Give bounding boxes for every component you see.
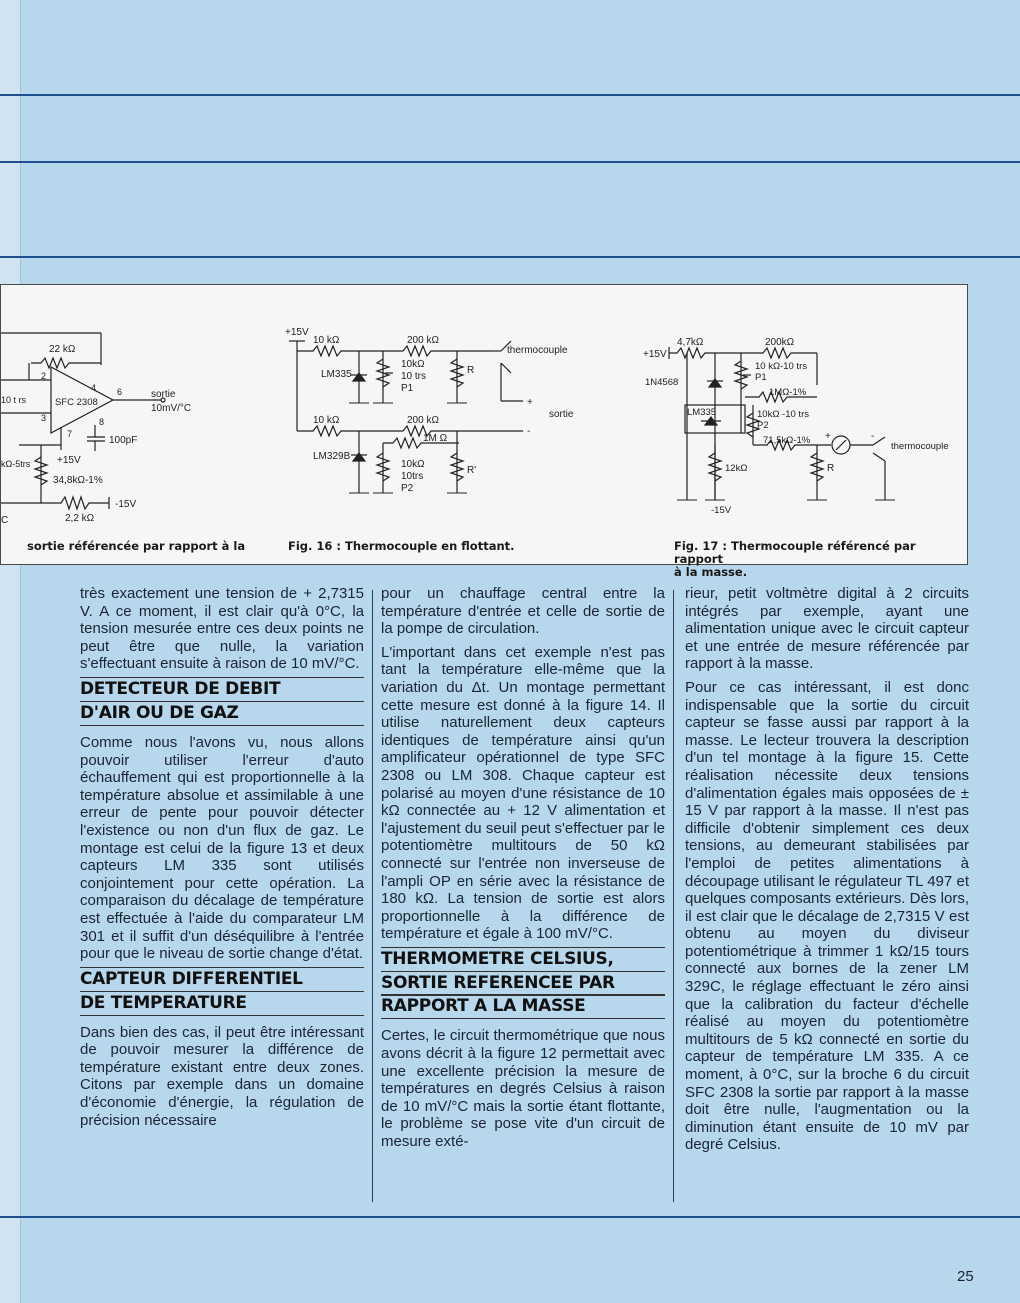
svg-text:2: 2 — [41, 371, 47, 381]
svg-text:+15V: +15V — [643, 349, 667, 360]
section-heading-celsius — [381, 947, 665, 1019]
paragraph: rieur, petit voltmètre digital à 2 circuits intégrés par exemple, ayant une alimentation unique avec le circuit capteur et une entrée de mesure référencée par rapport à la masse. — [685, 585, 969, 673]
paragraph: pour un chauffage central entre la température d'entrée et celle de sortie de la pompe de circulation. — [381, 585, 665, 638]
svg-text:100pF: 100pF — [109, 435, 138, 446]
svg-text:22 kΩ: 22 kΩ — [49, 344, 76, 355]
section-heading-differentiel — [80, 967, 364, 1016]
decorative-rule — [0, 1216, 1020, 1218]
svg-text:12kΩ: 12kΩ — [725, 463, 748, 474]
svg-text:71,5kΩ-1%: 71,5kΩ-1% — [763, 435, 811, 446]
decorative-rule — [0, 161, 1020, 163]
paragraph: Certes, le circuit thermométrique que nous avons décrit à la figure 12 permettait avec une excellente précision la mesure de températures en degrés Celsius à raison de 10 mV/°C mais la sortie étant flottante, le problème se pose vite d'un circuit de mesure exté- — [381, 1027, 665, 1150]
svg-text:6: 6 — [117, 387, 123, 397]
paragraph: très exactement une tension de + 2,7315 V. A ce moment, il est clair qu'à 0°C, la tension mesurée entre ces deux points ne peut être que nulle, la variation s'effectuant ensuite à raison de 10 mV/°C. — [80, 585, 364, 673]
svg-text:10 kΩ: 10 kΩ — [313, 335, 340, 346]
svg-text:10trs: 10trs — [401, 471, 424, 482]
svg-text:200kΩ: 200kΩ — [765, 337, 795, 348]
svg-text:P2: P2 — [401, 483, 414, 494]
svg-text:1M Ω: 1M Ω — [423, 433, 448, 444]
heading-line: THERMOMETRE CELSIUS, — [381, 947, 665, 972]
svg-text:-: - — [527, 426, 531, 437]
heading-line: RAPPORT A LA MASSE — [381, 994, 665, 1019]
svg-text:SFC 2308: SFC 2308 — [55, 397, 98, 408]
svg-text:P2: P2 — [757, 420, 769, 431]
decorative-rule — [0, 94, 1020, 96]
svg-text:+15V: +15V — [285, 327, 309, 338]
svg-text:4,7kΩ: 4,7kΩ — [677, 337, 704, 348]
svg-text:R: R — [467, 365, 475, 376]
svg-text:3: 3 — [41, 413, 47, 423]
fig17-caption-line1: Fig. 17 : Thermocouple référencé par rapport — [674, 539, 916, 566]
fig16-schematic — [283, 323, 583, 523]
svg-text:7: 7 — [67, 429, 73, 439]
svg-text:thermocouple: thermocouple — [891, 441, 949, 452]
svg-text:1N4568: 1N4568 — [645, 377, 679, 388]
figures-panel — [0, 284, 968, 579]
svg-text:LM335: LM335 — [687, 407, 717, 418]
column-divider — [372, 590, 373, 1202]
binding-gutter — [0, 0, 21, 1303]
svg-text:200 kΩ: 200 kΩ — [407, 335, 439, 346]
svg-text:+: + — [825, 431, 831, 442]
heading-line: SORTIE REFERENCEE PAR — [381, 971, 665, 996]
svg-text:thermocouple: thermocouple — [507, 345, 568, 356]
fig15-caption: sortie référencée par rapport à la — [27, 539, 246, 553]
fig17-caption-line2: à la masse. — [674, 565, 748, 579]
svg-text:LM329B: LM329B — [313, 451, 351, 462]
svg-text:2,2 kΩ: 2,2 kΩ — [65, 513, 95, 524]
svg-text:10 kΩ: 10 kΩ — [313, 415, 340, 426]
section-heading-debit — [80, 677, 364, 726]
page-number: 25 — [957, 1268, 974, 1285]
column-divider — [673, 590, 674, 1202]
text-column-3 — [685, 585, 969, 1160]
text-column-2 — [381, 585, 665, 1157]
svg-text:10kΩ: 10kΩ — [401, 459, 425, 470]
svg-text:-: - — [871, 431, 875, 442]
paragraph: Dans bien des cas, il peut être intéressant de pouvoir mesurer la différence de température existant entre deux zones. Citons par exemple dans un domaine d'économie d'énergie, la régulation de précision nécessaire — [80, 1023, 364, 1129]
svg-text:C: C — [1, 515, 9, 525]
svg-text:4: 4 — [91, 383, 97, 393]
heading-line: CAPTEUR DIFFERENTIEL — [80, 967, 364, 992]
svg-text:+: + — [527, 397, 533, 408]
paragraph: Comme nous l'avons vu, nous allons pouvoir utiliser l'erreur d'auto échauffement qui est proportionnelle à la température absolue et assimilable à une erreur de pente pour pouvoir détecter l'existence ou non d'un flux de gaz. Le montage est celui de la figure 13 et deux capteurs LM 335 sont utilisés conjointement pour cette opération. La comparaison du décalage de température est effectuée à l'aide du comparateur LM 301 et il suffit d'un déséquilibre à l'entrée pour que le niveau de sortie change d'état. — [80, 733, 364, 963]
heading-line: DE TEMPERATURE — [80, 991, 364, 1016]
paragraph: L'important dans cet exemple n'est pas tant la température elle-même que la variation du Δt. Un montage permettant cette mesure est donné à la figure 14. Il utilise naturellement deux capteurs identiques de température ainsi qu'un amplificateur opérationnel de type SFC 2308 ou LM 308. Chaque capteur est polarisé au moyen d'une résistance de 10 kΩ connectée au + 12 V alimentation et l'ajustement du seuil peut s'effectuer par le potentiomètre multitours de 50 kΩ connecté sur l'entrée non inverseuse de l'ampli OP en série avec la résistance de 180 kΩ. La tension de sortie est alors proportionnelle à la différence de température et égale à 100 mV/°C. — [381, 643, 665, 943]
svg-text:10kΩ -10 trs: 10kΩ -10 trs — [757, 409, 809, 420]
svg-text:kΩ-5trs: kΩ-5trs — [1, 459, 31, 469]
decorative-rule — [0, 256, 1020, 258]
svg-text:P1: P1 — [401, 383, 414, 394]
svg-text:sortie: sortie — [549, 409, 574, 420]
paragraph: Pour ce cas intéressant, il est donc indispensable que la sortie du circuit capteur se fasse aussi par rapport à la masse. Le lecteur trouvera la description d'un tel montage à la figure 15. Cette réalisation nécessite deux tensions d'alimentation égales mais opposées de ± 15 V par rapport à la masse. Il n'est pas difficile d'obtenir simplement ces deux tensions, au demeurant stabilisées par l'emploi de petites alimentations à découpage utilisant le régulateur TL 497 et quelques composants extérieurs. Dès lors, il est clair que le décalage de 2,7315 V est obtenu au moyen du diviseur potentiométrique à trimmer 1 kΩ/15 tours connecté aux bornes de la zener LM 329C, le réglage effectuant le zéro ainsi que la calibration du facteur d'échelle réalisé au moyen du potentiomètre multitours de 5 kΩ connecté en sortie du capteur de température LM 335. A ce moment, à 0°C, sur la broche 6 du circuit SFC 2308 la sortie par rapport à la masse doit être nulle, l'augmentation ou la diminution étant ensuite de 10 mV par degré Celsius. — [685, 678, 969, 1154]
fig17-schematic — [641, 325, 961, 525]
heading-line: D'AIR OU DE GAZ — [80, 701, 364, 726]
svg-text:-15V: -15V — [115, 499, 137, 510]
fig15-schematic — [1, 325, 251, 525]
svg-text:P1: P1 — [755, 372, 767, 383]
svg-text:-15V: -15V — [711, 505, 732, 516]
svg-text:10 t rs: 10 t rs — [1, 395, 27, 405]
svg-text:1MΩ-1%: 1MΩ-1% — [769, 387, 807, 398]
text-column-1 — [80, 585, 364, 1135]
svg-text:34,8kΩ-1%: 34,8kΩ-1% — [53, 475, 103, 486]
svg-text:10 trs: 10 trs — [401, 371, 427, 382]
svg-text:LM335: LM335 — [321, 369, 352, 380]
svg-text:10kΩ: 10kΩ — [401, 359, 425, 370]
svg-text:R': R' — [467, 465, 477, 476]
fig16-caption: Fig. 16 : Thermocouple en flottant. — [288, 539, 515, 553]
svg-text:8: 8 — [99, 417, 105, 427]
svg-text:+15V: +15V — [57, 455, 81, 466]
svg-text:sortie: sortie — [151, 389, 176, 400]
svg-text:10mV/°C: 10mV/°C — [151, 403, 192, 414]
fig17-caption — [674, 540, 967, 579]
svg-text:200 kΩ: 200 kΩ — [407, 415, 439, 426]
svg-text:10 kΩ-10 trs: 10 kΩ-10 trs — [755, 361, 807, 372]
heading-line: DETECTEUR DE DEBIT — [80, 677, 364, 702]
svg-text:R: R — [827, 463, 835, 474]
